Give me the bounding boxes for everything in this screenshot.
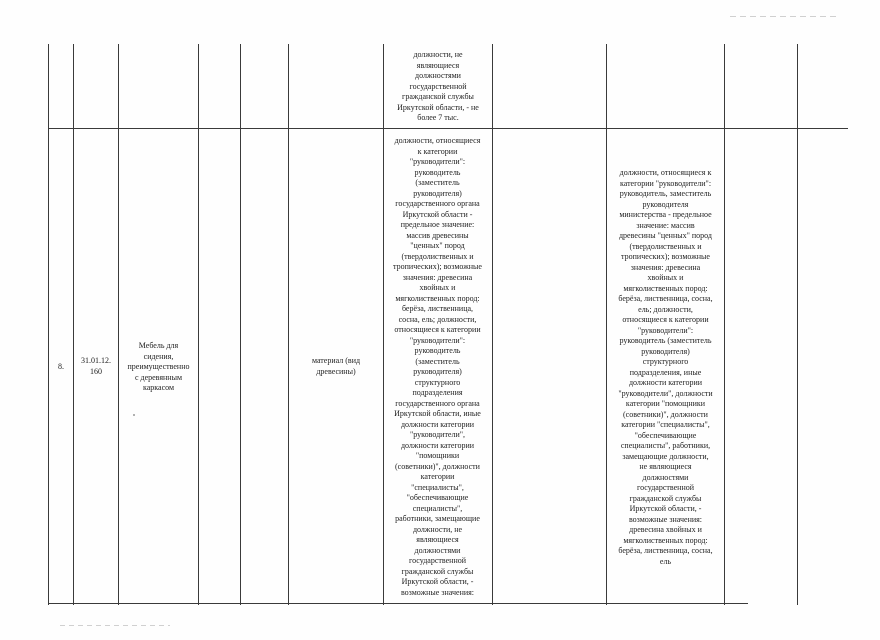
row-top-requirements-cell: должности, не являющиеся должностями государственной гражданской службы Иркутской области, - не более 7 тыс. (397, 50, 479, 122)
scan-speck (133, 414, 135, 416)
row-8-characteristic-cell: материал (вид древесины) (311, 356, 361, 376)
row-8-ministry-requirements-cell: должности, относящиеся к категории "руководители": руководитель, заместитель руководителя министерства - предельное значение: массив древесины "ценных" пород (твердолиственных и тропических); возможные значения: древесина хвойных и мягколиственных пород: берёза, лиственница, сосна, ель; должности, относящиеся к категории "руководители": руководитель (заместитель руководителя) структурного подразделения, иные должности категории "руководители", должности категории "помощники (советники)", должности категории "специалисты", "обеспечивающие специалисты", работники, замещающие должности, не являющиеся должностями государственной гражданской службы Иркутской области, - возможные значения: древесина хвойных и мягколиственных пород: берёза, лиственница, сосна, ель (618, 168, 713, 566)
row-8-requirements-cell: должности, относящиеся к категории "руководители": руководитель (заместитель руководителя) государственного органа Иркутской области - предельное значение: массив древесины "ценных" пород (твердолиственных и тропических); возможные значения: древесина хвойных и мягколиственных пород: берёза, лиственница, сосна, ель; должности, относящиеся к категории "руководители": руководитель (заместитель руководителя) структурного подразделения государственного органа Иркутской области, иные должности категории "руководители", должности категории "помощники (советники)", должности категории "специалисты", "обеспечивающие специалисты", работники, замещающие должности, не являющиеся должностями государственной гражданской службы Иркутской области, - возможные значения: (393, 136, 482, 597)
row-8-code-cell: 31.01.12. 160 (81, 356, 111, 376)
table-border-bottom (48, 603, 748, 604)
row-8-product-name-cell: Мебель для сидения, преимущественно с деревянным каркасом (127, 341, 190, 392)
row-divider (48, 128, 848, 129)
row-8-number-cell: 8. (58, 362, 64, 371)
